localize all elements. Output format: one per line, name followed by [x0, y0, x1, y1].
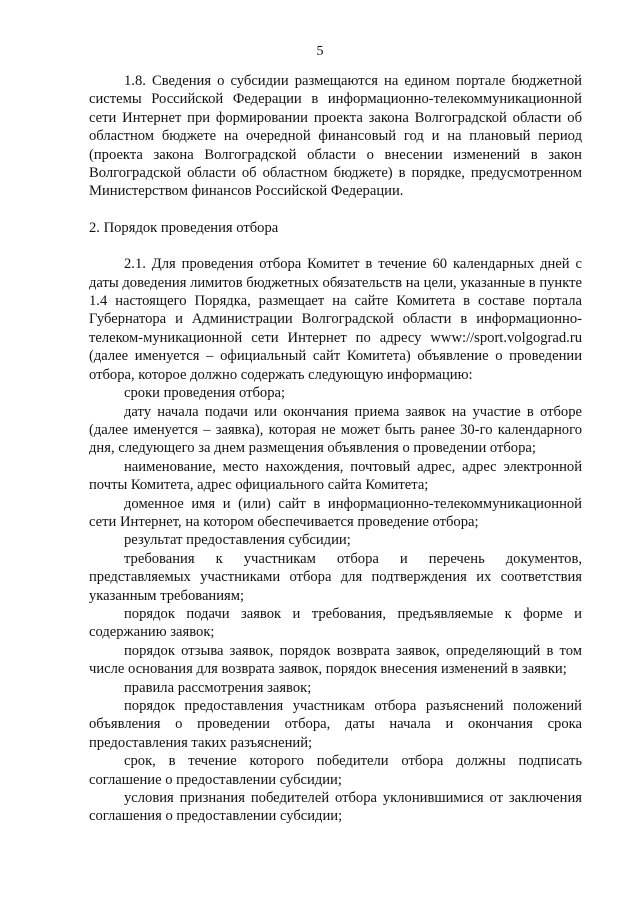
- list-item: порядок предоставления участникам отбора разъяснений положений объявления о проведении отбора, даты начала и окончания срока предоставления таких разъяснений;: [89, 698, 582, 751]
- list-item: правила рассмотрения заявок;: [124, 679, 312, 696]
- list-item: результат предоставления субсидии;: [124, 532, 351, 549]
- list-item: сроки проведения отбора;: [124, 385, 286, 402]
- list-item: срок, в течение которого победители отбора должны подписать соглашение о предоставлении субсидии;: [89, 753, 582, 788]
- paragraph-2-1: 2.1. Для проведения отбора Комитет в течение 60 календарных дней с даты доведения лимитов бюджетных обязательств на цели, указанные в пункте 1.4 настоящего Порядка, размещает на сайте Комитета в составе портала Губернатора и Администрации Волгоградской области в информационно-телеком-муникационной сети Интернет по адресу www://sport.volgograd.ru (далее именуется – официальный сайт Комитета) объявление о проведении отбора, которое должно содержать следующую информацию:: [89, 256, 582, 383]
- list-item: наименование, место нахождения, почтовый адрес, адрес электронной почты Комитета, адрес официального сайта Комитета;: [89, 458, 582, 494]
- list-item: доменное имя и (или) сайт в информационно-телекоммуникационной сети Интернет, на котором обеспечивается проведение отбора;: [89, 495, 582, 530]
- list-item: порядок отзыва заявок, порядок возврата заявок, определяющий в том числе основания для возврата заявок, порядок внесения изменений в заявки;: [89, 642, 582, 678]
- list-item: порядок подачи заявок и требования, предъявляемые к форме и содержанию заявок;: [89, 605, 582, 641]
- list-item: дату начала подачи или окончания приема заявок на участие в отборе (далее именуется – заявка), которая не может быть ранее 30-го календарного дня, следующего за днем размещения объявления о проведении отбора;: [89, 403, 582, 457]
- document-body: [89, 72, 582, 826]
- section-heading: 2. Порядок проведения отбора: [89, 219, 279, 236]
- list-item: требования к участникам отбора и перечень документов, представляемых участниками отбора для подтверждения их соответствия указанным требованиям;: [89, 550, 582, 604]
- page-number: 5: [316, 44, 324, 59]
- paragraph-1-8: 1.8. Сведения о субсидии размещаются на едином портале бюджетной системы Российской Федерации в информационно-телекоммуникационной сети Интернет при формировании проекта закона Волгоградской области об областном бюджете на очередной финансовый год и на плановый период (проекта закона Волгоградской области о внесении изменений в закон Волгоградской области об областном бюджете) в порядке, предусмотренном Министерством финансов Российской Федерации.: [89, 73, 582, 200]
- list-item: условия признания победителей отбора уклонившимися от заключения соглашения о предоставлении субсидии;: [89, 790, 582, 825]
